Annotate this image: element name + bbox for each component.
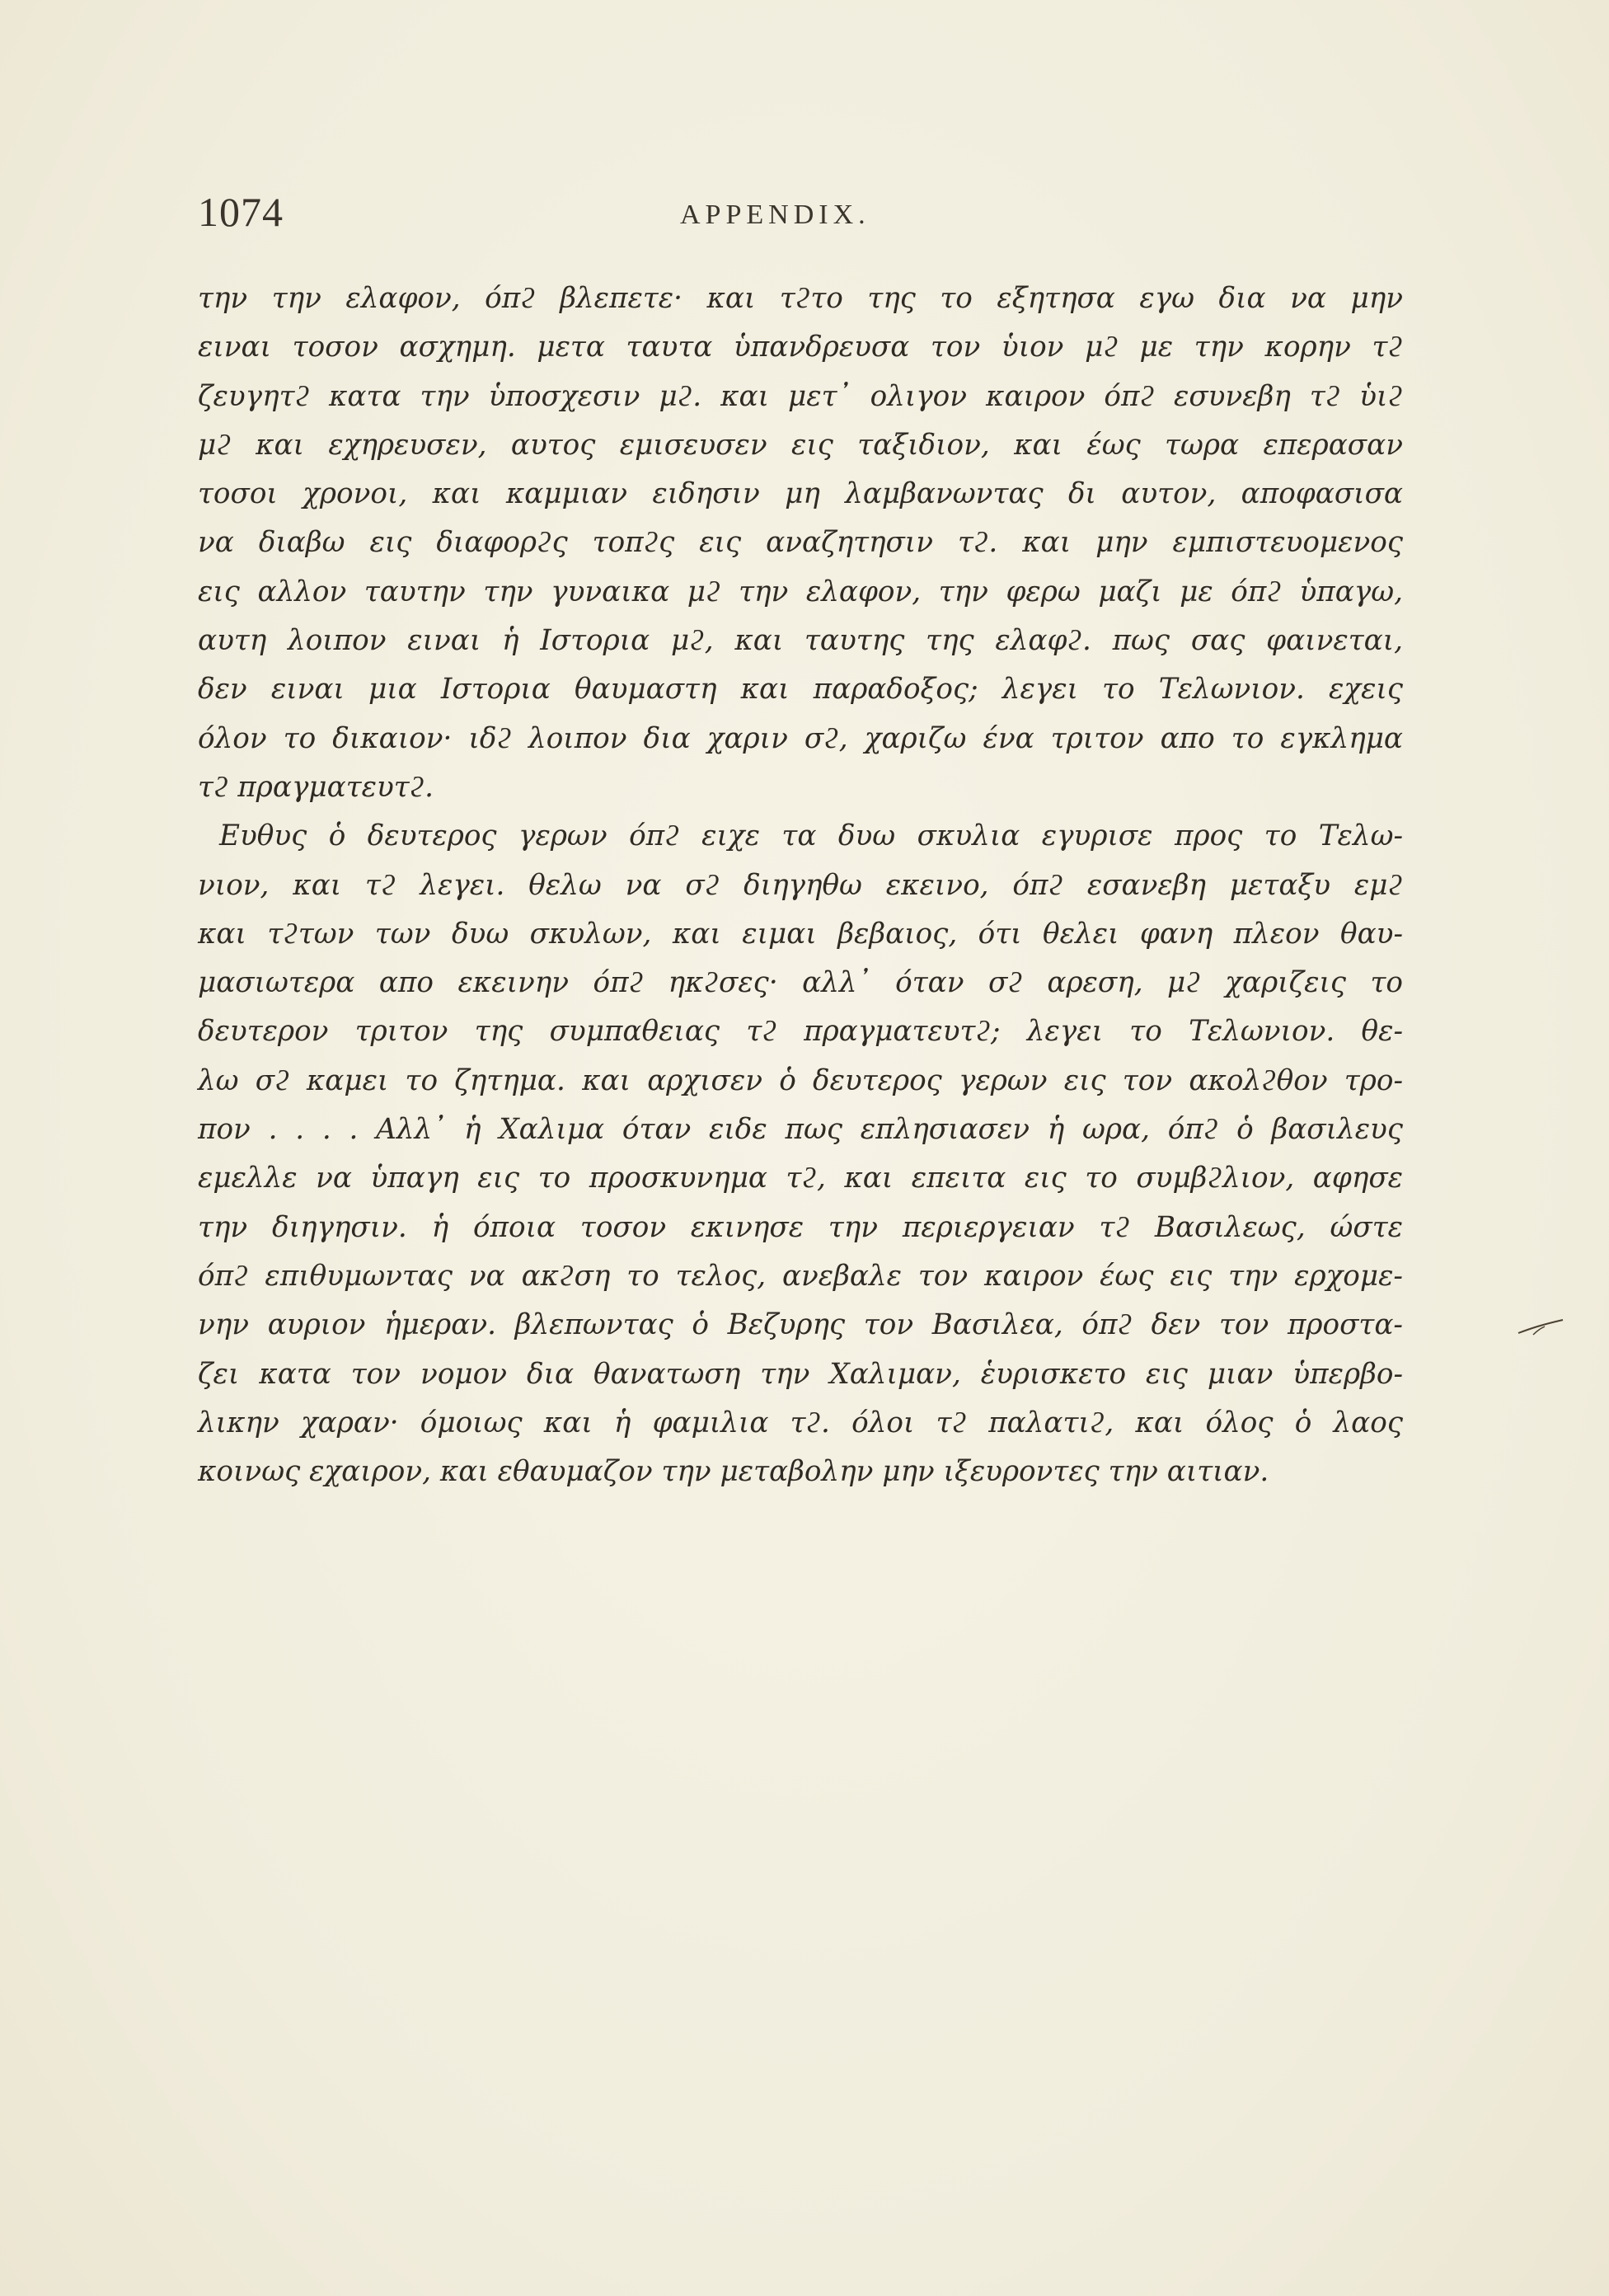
text-line: λικην χαραν· όμοιως και ἡ φαμιλια τϩ. όλοι τϩ παλατιϩ, και όλος ὁ λαος <box>198 1406 1403 1439</box>
text-line: τϩ πραγματευτϩ. <box>198 770 434 804</box>
text-line: ειναι τοσον ασχημη. μετα ταυτα ὑπανδρευσα τον ὑιον μϩ με την κορην τϩ <box>198 331 1403 364</box>
page-header <box>198 188 1418 246</box>
ink-pen-mark <box>1517 1315 1566 1340</box>
text-line: πον . . . . Αλλ᾽ ἡ Χαλιμα όταν ειδε πως επλησιασεν ἡ ωρα, όπϩ ὁ βασιλευς <box>198 1113 1403 1147</box>
text-line: όπϩ επιθυμωντας να ακϩση το τελος, ανεβαλε τον καιρον έως εις την ερχομε- <box>198 1259 1403 1293</box>
text-line: δεν ειναι μια Ιστορια θαυμαστη και παραδοξος; λεγει το Τελωνιον. εχεις <box>198 673 1403 707</box>
text-line: μασιωτερα απο εκεινην όπϩ ηκϩσες· αλλ᾽ όταν σϩ αρεση, μϩ χαριζεις το <box>198 966 1403 1000</box>
text-line: αυτη λοιπον ειναι ἡ Ιστορια μϩ, και ταυτης της ελαφϩ. πως σας φαινεται, <box>198 624 1403 658</box>
text-line: δευτερον τριτον της συμπαθειας τϩ πραγματευτϩ; λεγει το Τελωνιον. θε- <box>198 1015 1403 1049</box>
text-line: να διαβω εις διαφορϩς τοπϩς εις αναζητησιν τϩ. και μην εμπιστευομενος <box>198 526 1403 560</box>
text-line: λω σϩ καμει το ζητημα. και αρχισεν ὁ δευτερος γερων εις τον ακολϩθον τρο- <box>198 1063 1403 1097</box>
text-line: όλον το δικαιον· ιδϩ λοιπον δια χαριν σϩ, χαριζω ένα τριτον απο το εγκλημα <box>198 721 1403 755</box>
page-number: 1074 <box>198 189 284 235</box>
text-line: την διηγησιν. ἡ όποια τοσον εκινησε την περιεργειαν τϩ Βασιλεως, ώστε <box>198 1210 1403 1244</box>
text-line: εμελλε να ὑπαγη εις το προσκυνημα τϩ, και επειτα εις το συμβϩλιον, αφησε <box>198 1162 1403 1195</box>
paragraph-2 <box>198 812 1403 1496</box>
text-line: την την ελαφον, όπϩ βλεπετε· και τϩτο της το εξητησα εγω δια να μην <box>198 282 1403 315</box>
text-line: τοσοι χρονοι, και καμμιαν ειδησιν μη λαμβανωντας δι αυτον, αποφασισα <box>198 477 1403 511</box>
text-line: εις αλλον ταυτην την γυναικα μϩ την ελαφον, την φερω μαζι με όπϩ ὑπαγω, <box>198 575 1403 608</box>
running-head: APPENDIX. <box>680 200 870 230</box>
text-line: ζει κατα τον νομον δια θανατωση την Χαλιμαν, ἑυρισκετο εις μιαν ὑπερβο- <box>198 1357 1403 1391</box>
body-text <box>198 275 1403 1496</box>
text-line: νιον, και τϩ λεγει. θελω να σϩ διηγηθω εκεινο, όπϩ εσανεβη μεταξυ εμϩ <box>198 868 1403 902</box>
text-line: Ευθυς ὁ δευτερος γερων όπϩ ειχε τα δυω σκυλια εγυρισε προς το Τελω- <box>219 819 1403 853</box>
text-line: κοινως εχαιρον, και εθαυμαζον την μεταβολην μην ιξευροντες την αιτιαν. <box>198 1455 1269 1489</box>
text-line: και τϩτων των δυω σκυλων, και ειμαι βεβαιος, ότι θελει φανη πλεον θαυ- <box>198 917 1403 951</box>
text-line: ζευγητϩ κατα την ὑποσχεσιν μϩ. και μετ᾽ ολιγον καιρον όπϩ εσυνεβη τϩ ὑιϩ <box>198 379 1403 413</box>
text-line: μϩ και εχηρευσεν, αυτος εμισευσεν εις ταξιδιον, και έως τωρα επερασαν <box>198 428 1403 462</box>
text-line: νην αυριον ἡμεραν. βλεπωντας ὁ Βεζυρης τον Βασιλεα, όπϩ δεν τον προστα- <box>198 1308 1403 1342</box>
paragraph-1 <box>198 275 1403 812</box>
